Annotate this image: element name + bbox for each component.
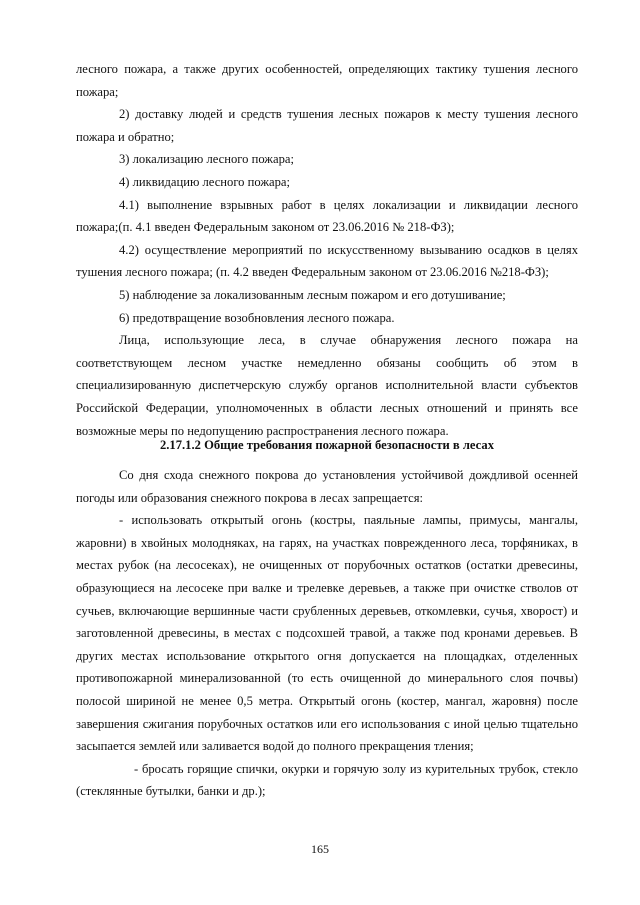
paragraph-continuation: лесного пожара, а также других особенностей, определяющих тактику тушения лесного пожара; [76, 62, 578, 99]
paragraphs-top [76, 58, 578, 442]
section-heading: 2.17.1.2 Общие требования пожарной безопасности в лесах [159, 438, 495, 452]
paragraph-matches: - бросать горящие спички, окурки и горячую золу из курительных трубок, стекло (стеклянные бутылки, банки и др.); [76, 761, 578, 799]
paragraph-open-fire: - использовать открытый огонь (костры, паяльные лампы, примусы, мангалы, жаровни) в хвойных молодняках, на гарях, на участках поврежденного леса, торфяниках, в местах рубок (на лесосеках), не очищенных от порубочных остатков (остатки древесины, образующиеся на лесосеке при валке и трелевке деревьев, а также при очистке стволов от сучьев, включающие вершинные части срубленных деревьев, откомлевки, сучья, хворост) и заготовленной древесины, в местах с подсохшей травой, а также под кронами деревьев. В других местах использование открытого огня допускается на площадках, отделенных противопожарной минерализованной (то есть очищенной до минерального слоя почвы) полосой шириной не менее 0,5 метра. Открытый огонь (костер, мангал, жаровня) после завершения сжигания порубочных остатков или его использования с иной целью тщательно засыпается землей или заливается водой до полного прекращения тления; [76, 513, 578, 754]
list-item-localization: 3) локализацию лесного пожара; [119, 152, 294, 167]
list-item-explosive-works: 4.1) выполнение взрывных работ в целях локализации и ликвидации лесного пожара;(п. 4.1 введен Федеральным законом от 23.06.2016 № 218-ФЗ); [76, 197, 578, 235]
list-item-precipitation: 4.2) осуществление мероприятий по искусственному вызыванию осадков в целях тушения лесного пожара; (п. 4.2 введен Федеральным законом от 23.06.2016 №218-ФЗ); [76, 242, 578, 280]
paragraph-prohibitions-intro: Со дня схода снежного покрова до установления устойчивой дождливой осенней погоды или образования снежного покрова в лесах запрещается: [76, 468, 578, 505]
list-item-monitoring: 5) наблюдение за локализованным лесным пожаром и его дотушивание; [119, 287, 506, 302]
list-item-liquidation: 4) ликвидацию лесного пожара; [119, 174, 291, 189]
list-item-prevention: 6) предотвращение возобновления лесного пожара. [119, 310, 395, 325]
page-number: 165 [311, 842, 329, 856]
paragraphs-bottom [76, 464, 578, 803]
list-item-delivery: 2) доставку людей и средств тушения лесных пожаров к месту тушения лесного пожара и обратно; [76, 107, 578, 144]
paragraph-forest-users: Лица, использующие леса, в случае обнаружения лесного пожара на соответствующем лесном участке немедленно обязаны сообщить об этом в специализированную диспетчерскую службу органов исполнительной власти субъектов Российской Федерации, уполномоченных в области лесных отношений и принять все возможные меры по недопущению распространения лесного пожара. [76, 333, 578, 438]
